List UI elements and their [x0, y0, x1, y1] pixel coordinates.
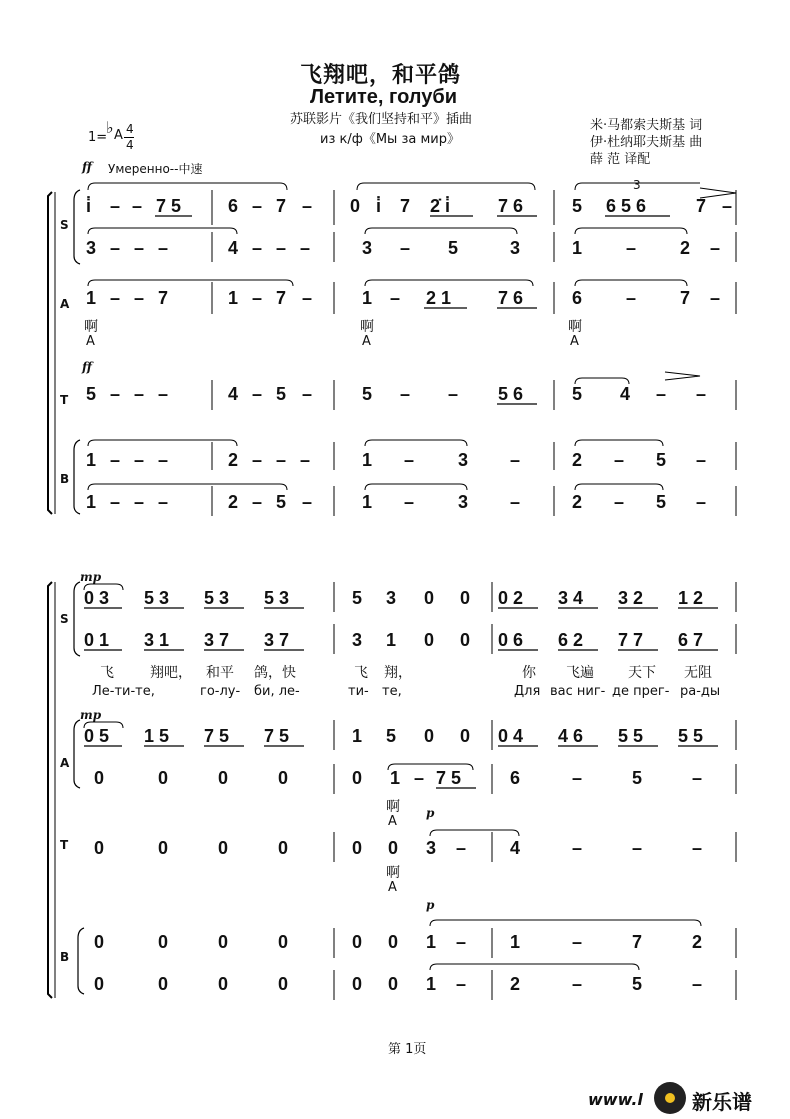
note: 7 7 — [618, 630, 644, 650]
note: 5 3 — [204, 588, 230, 608]
voice-label-b2: B — [60, 950, 70, 964]
lyric-cn: 你 — [522, 665, 536, 681]
tempo-marking: Умеренно--中速 — [108, 162, 203, 176]
note: – — [614, 492, 625, 512]
note: – — [110, 238, 121, 258]
lyric-cn: 啊 — [84, 319, 98, 335]
note: 4 — [510, 838, 521, 858]
note: 5 — [386, 726, 397, 746]
note: 1 — [228, 288, 239, 308]
note: 3 — [426, 838, 437, 858]
note: – — [632, 838, 643, 858]
note: 7 6 — [498, 288, 524, 308]
note: – — [110, 288, 121, 308]
note: – — [110, 196, 121, 216]
note: – — [110, 384, 121, 404]
note: – — [110, 492, 121, 512]
note: 3 — [386, 588, 397, 608]
note: – — [276, 450, 287, 470]
note: 2 — [572, 492, 583, 512]
note: 1 2 — [678, 588, 704, 608]
time-top: 4 — [126, 122, 134, 136]
note: – — [158, 238, 169, 258]
note: 5 5 — [618, 726, 644, 746]
lyric-cn: 无阻 — [684, 665, 712, 681]
note: – — [400, 238, 411, 258]
note: 2̇ i̇ — [430, 196, 451, 216]
note: 2 — [510, 974, 521, 994]
key-accidental: ♭ — [106, 118, 114, 137]
note: 5 3 — [264, 588, 290, 608]
note: 2 — [228, 492, 239, 512]
note: – — [710, 238, 721, 258]
note: – — [252, 196, 263, 216]
note: – — [456, 974, 467, 994]
note: – — [656, 384, 667, 404]
note: 3 2 — [618, 588, 644, 608]
note: 0 — [278, 974, 289, 994]
note: 0 5 — [84, 726, 110, 746]
note: – — [252, 450, 263, 470]
note: 0 — [352, 932, 363, 952]
lyric-ru: де прег- — [612, 684, 670, 699]
note: 0 — [352, 974, 363, 994]
dynamic-mp: mp — [80, 570, 102, 584]
note: 1 — [86, 492, 97, 512]
note: 4 — [620, 384, 631, 404]
lyric-cn: 飞 — [100, 665, 114, 681]
note: 5 — [632, 768, 643, 788]
note: – — [252, 238, 263, 258]
note: 7 6 — [498, 196, 524, 216]
note: 7 5 — [264, 726, 290, 746]
time-divider — [124, 137, 134, 138]
note: 6 — [510, 768, 521, 788]
note: – — [252, 384, 263, 404]
note: 0 — [424, 630, 435, 650]
brand-logo[interactable]: 新乐谱 — [692, 1090, 752, 1114]
source-russian: из к/ф《Мы за мир》 — [320, 132, 460, 147]
note: 2 — [572, 450, 583, 470]
note: 6 5 6 — [606, 196, 647, 216]
note: 0 1 — [84, 630, 110, 650]
lyric-cn: 啊 — [360, 319, 374, 335]
note: 5 3 — [144, 588, 170, 608]
note: 5 — [362, 384, 373, 404]
note: 7 — [680, 288, 691, 308]
note: 1 — [426, 974, 437, 994]
dynamic-ff-tenor: ff — [82, 360, 92, 374]
note: 0 — [424, 726, 435, 746]
note: 1 — [352, 726, 363, 746]
note: – — [572, 974, 583, 994]
note: 0 — [158, 768, 169, 788]
note: 0 — [158, 974, 169, 994]
time-bottom: 4 — [126, 138, 134, 152]
note: 0 — [388, 838, 399, 858]
note: 1 — [86, 450, 97, 470]
note: – — [626, 238, 637, 258]
note: i̇ — [376, 196, 382, 216]
note: – — [692, 838, 703, 858]
lyric-ru: Ле-ти-те, — [92, 684, 155, 699]
note: – — [710, 288, 721, 308]
note: 7 — [400, 196, 411, 216]
lyric-ru: те, — [382, 684, 402, 699]
note: 5 — [572, 196, 583, 216]
lyric-ru: го-лу- — [200, 684, 241, 699]
note: – — [300, 238, 311, 258]
composer-credit: 伊·杜纳耶夫斯基 曲 — [590, 135, 703, 150]
lyric-ru: A — [388, 880, 397, 895]
note: – — [696, 492, 707, 512]
note: 5 — [632, 974, 643, 994]
note: 0 — [278, 932, 289, 952]
triplet-mark: 3 — [633, 178, 641, 192]
note: i̇ — [86, 196, 92, 216]
note: 0 — [460, 726, 471, 746]
lyric-ru: A — [362, 334, 371, 349]
title-chinese: 飞翔吧，和平鸽 — [300, 62, 462, 88]
note: 7 — [276, 196, 287, 216]
dynamic-mp-alto: mp — [80, 708, 102, 722]
note: 0 6 — [498, 630, 524, 650]
note: 1 — [426, 932, 437, 952]
note: – — [158, 384, 169, 404]
note: 0 — [218, 838, 229, 858]
lyric-ru: вас ниг- — [550, 684, 606, 699]
note: 7 — [632, 932, 643, 952]
note: 0 3 — [84, 588, 110, 608]
lyric-ru: ти- — [348, 684, 369, 699]
note: – — [300, 450, 311, 470]
note: – — [132, 196, 143, 216]
record-logo-icon — [654, 1082, 686, 1114]
lyric-cn: 飞 — [354, 665, 368, 681]
note: 0 — [158, 838, 169, 858]
note: – — [134, 288, 145, 308]
lyric-cn: 翔， — [384, 665, 412, 681]
note: – — [692, 768, 703, 788]
note: 5 — [86, 384, 97, 404]
note: 0 — [94, 974, 105, 994]
note: 7 5 — [436, 768, 462, 788]
note: 0 — [158, 932, 169, 952]
site-url[interactable]: www.l — [588, 1090, 643, 1109]
note: 3 — [510, 238, 521, 258]
arranger-credit: 薛 范 译配 — [590, 152, 651, 167]
note: 0 — [352, 768, 363, 788]
note: 0 — [460, 588, 471, 608]
lyric-ru: A — [86, 334, 95, 349]
voice-label-s1: S — [60, 218, 69, 232]
note: – — [252, 492, 263, 512]
lyric-ru: Для — [514, 684, 541, 699]
note: 0 — [94, 838, 105, 858]
note: 2 1 — [426, 288, 452, 308]
note: 2 — [692, 932, 703, 952]
note: 6 7 — [678, 630, 704, 650]
note: 4 — [228, 238, 239, 258]
lyric-cn: 翔吧， — [150, 665, 192, 681]
lyric-cn: 啊 — [568, 319, 582, 335]
note: – — [276, 238, 287, 258]
lyric-ru: A — [570, 334, 579, 349]
note: 5 — [656, 450, 667, 470]
note: 5 5 — [678, 726, 704, 746]
note: – — [456, 838, 467, 858]
note: 5 6 — [498, 384, 524, 404]
title-russian: Летите, голуби — [310, 86, 458, 108]
lyric-cn: 和平 — [206, 665, 234, 681]
note: – — [404, 450, 415, 470]
note: 6 — [228, 196, 239, 216]
note: 3 1 — [144, 630, 170, 650]
note: 0 — [352, 838, 363, 858]
key-prefix: 1= — [88, 130, 108, 145]
lyric-ru: би, ле- — [254, 684, 300, 699]
note: – — [510, 492, 521, 512]
note: – — [414, 768, 425, 788]
note: 0 — [350, 196, 361, 216]
note: 1 — [86, 288, 97, 308]
note: 0 — [94, 932, 105, 952]
voice-label-a2: A — [60, 756, 70, 770]
note: 1 — [510, 932, 521, 952]
note: 3 7 — [204, 630, 230, 650]
note: 3 — [458, 492, 469, 512]
note: 5 — [448, 238, 459, 258]
note: 6 2 — [558, 630, 584, 650]
note: 1 — [386, 630, 397, 650]
note: 2 — [680, 238, 691, 258]
note: 1 — [362, 450, 373, 470]
note: – — [572, 838, 583, 858]
note: – — [302, 384, 313, 404]
note: 7 — [158, 288, 169, 308]
note: 7 5 — [156, 196, 182, 216]
note: 0 — [278, 768, 289, 788]
note: – — [626, 288, 637, 308]
key-note: A — [114, 128, 123, 143]
note: 7 — [696, 196, 707, 216]
note: – — [302, 492, 313, 512]
lyricist-credit: 米·马都索夫斯基 词 — [590, 118, 703, 133]
lyric-ru: ра-ды — [680, 684, 721, 699]
lyric-cn: 啊 — [386, 799, 400, 815]
note: 1 — [362, 288, 373, 308]
dynamic-p-bass: p — [426, 898, 435, 912]
lyric-cn: 飞遍 — [566, 665, 594, 681]
note: 2 — [228, 450, 239, 470]
note: 0 — [460, 630, 471, 650]
note: 0 — [278, 838, 289, 858]
dynamic-p-tenor: p — [426, 806, 435, 820]
note: – — [572, 932, 583, 952]
note: – — [110, 450, 121, 470]
note: 1 — [572, 238, 583, 258]
note: 1 — [362, 492, 373, 512]
note: – — [158, 492, 169, 512]
note: 6 — [572, 288, 583, 308]
note: 7 — [276, 288, 287, 308]
note: – — [134, 238, 145, 258]
lyric-ru: A — [388, 814, 397, 829]
note: 0 — [218, 932, 229, 952]
note: 0 — [218, 974, 229, 994]
note: – — [302, 288, 313, 308]
note: – — [134, 450, 145, 470]
note: 3 — [362, 238, 373, 258]
voice-label-b1: B — [60, 472, 70, 486]
note: 3 — [352, 630, 363, 650]
note: 5 — [656, 492, 667, 512]
note: – — [390, 288, 401, 308]
lyric-cn: 鸽，快 — [254, 665, 296, 681]
voice-label-t2: T — [60, 838, 69, 852]
note: – — [302, 196, 313, 216]
note: 5 — [572, 384, 583, 404]
note: – — [158, 450, 169, 470]
note: – — [510, 450, 521, 470]
note: – — [722, 196, 733, 216]
lyric-cn: 啊 — [386, 865, 400, 881]
voice-label-t1: T — [60, 393, 69, 407]
dynamic-ff: ff — [82, 160, 92, 174]
page-number: 第 1页 — [388, 1042, 427, 1057]
note: 0 — [388, 932, 399, 952]
note: – — [448, 384, 459, 404]
note: 1 — [390, 768, 401, 788]
note: – — [134, 384, 145, 404]
note: – — [400, 384, 411, 404]
note: 3 7 — [264, 630, 290, 650]
voice-label-a1: A — [60, 297, 70, 311]
note: – — [456, 932, 467, 952]
note: – — [134, 492, 145, 512]
note: 5 — [352, 588, 363, 608]
note: 0 — [94, 768, 105, 788]
note: 3 — [86, 238, 97, 258]
note: – — [614, 450, 625, 470]
note: – — [696, 384, 707, 404]
note: 0 — [388, 974, 399, 994]
source-chinese: 苏联影片《我们坚持和平》插曲 — [290, 112, 473, 127]
note: 0 2 — [498, 588, 524, 608]
note: 3 — [458, 450, 469, 470]
note: 3 4 — [558, 588, 584, 608]
note: 1 5 — [144, 726, 170, 746]
voice-label-s2: S — [60, 612, 69, 626]
note: 4 — [228, 384, 239, 404]
note: – — [404, 492, 415, 512]
note: – — [572, 768, 583, 788]
note: 5 — [276, 492, 287, 512]
note: 0 — [218, 768, 229, 788]
note: 4 6 — [558, 726, 584, 746]
note: 0 4 — [498, 726, 524, 746]
note: – — [692, 974, 703, 994]
note: – — [252, 288, 263, 308]
note: 5 — [276, 384, 287, 404]
note: 7 5 — [204, 726, 230, 746]
note: – — [696, 450, 707, 470]
lyric-cn: 天下 — [628, 665, 656, 681]
note: 0 — [424, 588, 435, 608]
